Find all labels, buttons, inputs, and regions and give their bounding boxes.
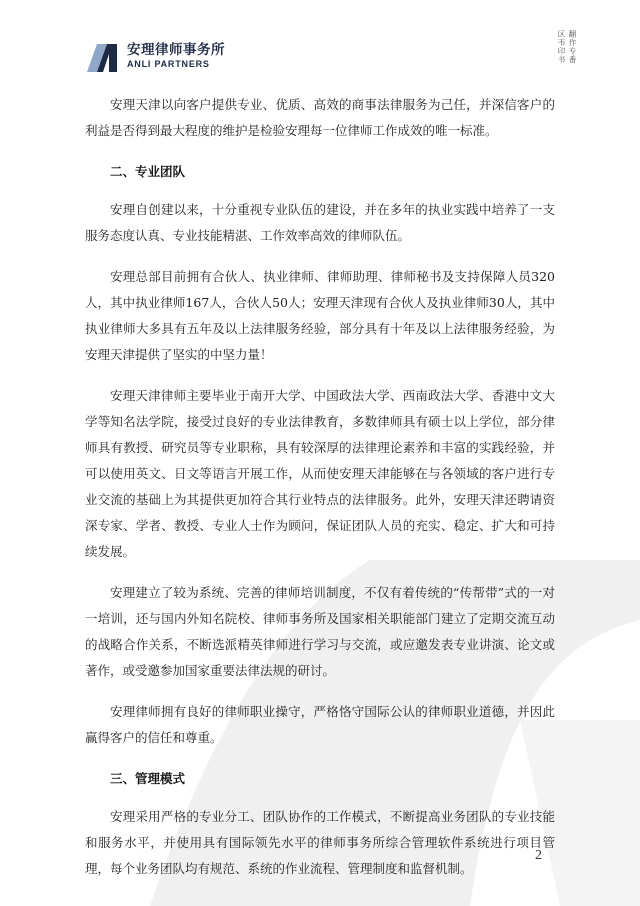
section-heading-management: 三、管理模式: [110, 771, 186, 786]
document-body: [85, 92, 555, 897]
team-paragraph-4: 安理建立了较为系统、完善的律师培训制度，不仅有着传统的“传帮带”式的一对一培训，还与国内外知名院校、律师事务所及国家相关职能部门建立了定期交流互动的战略合作关系，不断选派精英律师进行学习与交流，或应邀发表专业讲演、论文或著作，或受邀参加国家重要法律法规的研讨。: [85, 585, 555, 678]
logo-text: [127, 42, 225, 70]
page-number: 2: [535, 848, 542, 863]
team-paragraph-1: 安理自创建以来，十分重视专业队伍的建设，并在多年的执业实践中培养了一支服务态度认真、专业技能精湛、工作效率高效的律师队伍。: [85, 202, 555, 243]
team-paragraph-3: 安理天津律师主要毕业于南开大学、中国政法大学、西南政法大学、香港中文大学等知名法学院，接受过良好的专业法律教育，多数律师具有硕士以上学位，部分律师具有教授、研究员等专业职称，具有较深厚的法律理论素养和丰富的实践经验，并可以使用英文、日文等语言开展工作，从而使安理天津能够在与各领域的客户进行专业交流的基础上为其提供更加符合其行业特点的法律服务。此外，安理天津还聘请资深专家、学者、教授、专业人士作为顾问，保证团队人员的充实、稳定、扩大和可持续发展。: [85, 388, 555, 559]
anli-logo-icon: [85, 40, 119, 74]
section-heading-team: 二、专业团队: [110, 164, 186, 179]
logo-chinese-name: 安理律师事务所: [127, 42, 225, 58]
management-paragraph: 安理采用严格的专业分工、团队协作的工作模式，不断提高业务团队的专业技能和服务水平，并使用具有国际领先水平的律师事务所综合管理软件系统进行项目管理，每个业务团队均有规范、系统的作业流程、管理制度和监督机制。: [85, 809, 555, 876]
seal-column: 区韦印书: [557, 30, 566, 64]
calligraphy-seal: [543, 30, 577, 70]
intro-paragraph: 安理天津以向客户提供专业、优质、高效的商事法律服务为己任，并深信客户的利益是否得到最大程度的维护是检验安理每一位律师工作成效的唯一标准。: [85, 97, 555, 138]
seal-column: 翻作专番: [568, 30, 577, 64]
team-paragraph-5: 安理律师拥有良好的律师职业操守，严格恪守国际公认的律师职业道德，并因此赢得客户的信任和尊重。: [85, 704, 555, 745]
logo-english-name: ANLI PARTNERS: [127, 59, 210, 69]
team-paragraph-2: 安理总部目前拥有合伙人、执业律师、律师助理、律师秘书及支持保障人员320人，其中执业律师167人，合伙人50人；安理天津现有合伙人及执业律师30人，其中执业律师大多具有五年及以上法律服务经验，部分具有十年及以上法律服务经验，为安理天津提供了坚实的中坚力量！: [85, 269, 555, 362]
